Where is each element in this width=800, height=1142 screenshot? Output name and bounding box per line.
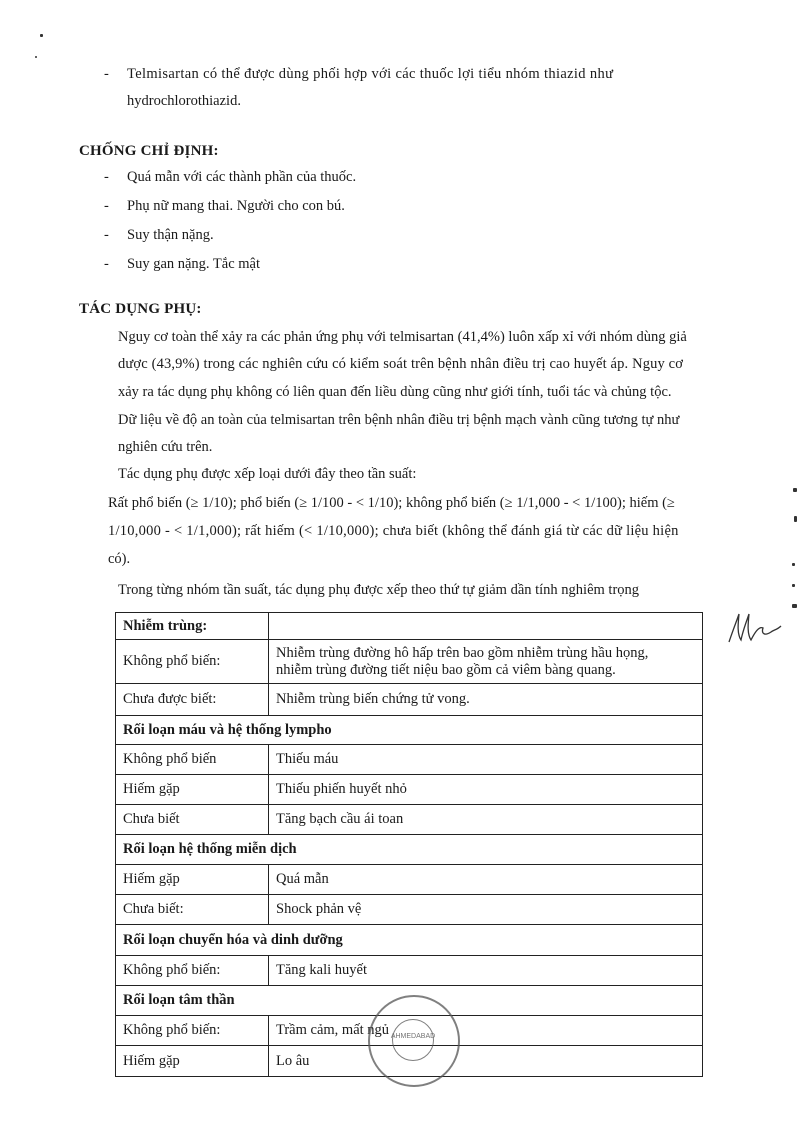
bullet-dash: - (104, 227, 109, 243)
side-effects-paragraph-line: nghiên cứu trên. (118, 439, 213, 455)
scan-speck (792, 563, 795, 566)
scan-speck (794, 516, 797, 522)
table-row (116, 684, 703, 716)
frequency-cell: Chưa được biết: (116, 684, 269, 716)
frequency-cell: Không phổ biến: (116, 640, 269, 684)
frequency-cell: Chưa biết (116, 805, 269, 835)
effect-cell: Thiếu máu (269, 745, 703, 775)
bullet-dash: - (104, 198, 109, 214)
contraindication-item: Quá mẫn với các thành phần của thuốc. (127, 169, 357, 185)
effect-cell: Lo âu (269, 1046, 703, 1077)
frequency-cell: Không phổ biến: (116, 1016, 269, 1046)
scan-speck (792, 604, 797, 608)
effect-cell: Trầm cảm, mất ngủ (269, 1016, 703, 1046)
empty-cell (269, 613, 703, 640)
frequency-cell: Hiếm gặp (116, 1046, 269, 1077)
contraindication-item: Suy gan nặng. Tắc mật (127, 256, 261, 272)
side-effects-heading: TÁC DỤNG PHỤ: (79, 301, 202, 317)
effect-cell: Thiếu phiến huyết nhỏ (269, 775, 703, 805)
side-effects-paragraph-line: dược (43,9%) trong các nghiên cứu có kiểm soát trên bệnh nhân điều trị cao huyết áp. Nguy cơ (118, 356, 684, 372)
intro-line-2: hydrochlorothiazid. (127, 93, 241, 109)
effect-cell: Nhiễm trùng biến chứng tử vong. (269, 684, 703, 716)
table-group-header (116, 613, 703, 640)
frequency-cell: Không phổ biến (116, 745, 269, 775)
ordering-note: Trong từng nhóm tần suất, tác dụng phụ được xếp theo thứ tự giảm dần tính nghiêm trọng (118, 582, 640, 598)
table-row (116, 805, 703, 835)
group-title: Rối loạn hệ thống miễn dịch (116, 835, 703, 865)
intro-line-1: Telmisartan có thể được dùng phối hợp với các thuốc lợi tiểu nhóm thiazid như (127, 66, 614, 82)
bullet-dash: - (104, 66, 109, 82)
group-title: Rối loạn máu và hệ thống lympho (116, 716, 703, 745)
stamp-city-text: AHMEDABAD (390, 1033, 436, 1040)
group-title: Nhiễm trùng: (116, 613, 269, 640)
table-row (116, 640, 703, 684)
effect-line: Nhiễm trùng đường hô hấp trên bao gồm nhiễm trùng hầu họng, (276, 644, 649, 661)
effect-cell: Tăng kali huyết (269, 956, 703, 986)
scan-speck (35, 56, 37, 58)
company-stamp (368, 995, 460, 1087)
table-row (116, 865, 703, 895)
bullet-dash: - (104, 256, 109, 272)
frequency-cell: Chưa biết: (116, 895, 269, 925)
table-row (116, 745, 703, 775)
side-effects-paragraph-line: xảy ra tác dụng phụ không có liên quan đến liều dùng cũng như giới tính, tuổi tác và chủng tộc. (118, 384, 672, 400)
stamp-inner-ring (392, 1019, 434, 1061)
table-group-header (116, 835, 703, 865)
side-effects-paragraph-line: Dữ liệu về độ an toàn của telmisartan trên bệnh nhân điều trị bệnh mạch vành cũng tương tự như (118, 412, 680, 428)
table-group-header (116, 925, 703, 956)
frequency-definition-line: Rất phổ biến (≥ 1/10); phổ biến (≥ 1/100 - < 1/10); không phổ biến (≥ 1/1,000 - < 1/100); hiếm (≥ (108, 495, 675, 511)
table-row (116, 956, 703, 986)
effect-cell: Shock phản vệ (269, 895, 703, 925)
effect-cell: Tăng bạch cầu ái toan (269, 805, 703, 835)
frequency-cell: Hiếm gặp (116, 865, 269, 895)
group-title: Rối loạn tâm thần (116, 986, 703, 1016)
contraindications-heading: CHỐNG CHỈ ĐỊNH: (79, 143, 219, 159)
effect-cell (269, 640, 703, 684)
group-title: Rối loạn chuyển hóa và dinh dưỡng (116, 925, 703, 956)
table-row (116, 775, 703, 805)
signature-icon (725, 608, 785, 648)
frequency-cell: Hiếm gặp (116, 775, 269, 805)
side-effects-paragraph-line: Nguy cơ toàn thể xảy ra các phản ứng phụ với telmisartan (41,4%) luôn xấp xỉ với nhóm dùng giả (118, 329, 687, 345)
frequency-definition-line: có). (108, 551, 131, 567)
frequency-cell: Không phổ biến: (116, 956, 269, 986)
contraindication-item: Suy thận nặng. (127, 227, 214, 243)
scan-speck (792, 584, 795, 587)
scan-speck (793, 488, 797, 492)
effect-cell: Quá mẫn (269, 865, 703, 895)
bullet-dash: - (104, 169, 109, 185)
table-group-header (116, 716, 703, 745)
effect-line: nhiễm trùng đường tiết niệu bao gồm cả viêm bàng quang. (276, 661, 616, 678)
frequency-intro: Tác dụng phụ được xếp loại dưới đây theo tần suất: (118, 466, 417, 482)
scan-speck (40, 34, 43, 37)
frequency-definition-line: 1/10,000 - < 1/1,000); rất hiếm (< 1/10,000); chưa biết (không thể đánh giá từ các dữ liệu hiện (108, 523, 679, 539)
contraindication-item: Phụ nữ mang thai. Người cho con bú. (127, 198, 345, 214)
table-row (116, 895, 703, 925)
